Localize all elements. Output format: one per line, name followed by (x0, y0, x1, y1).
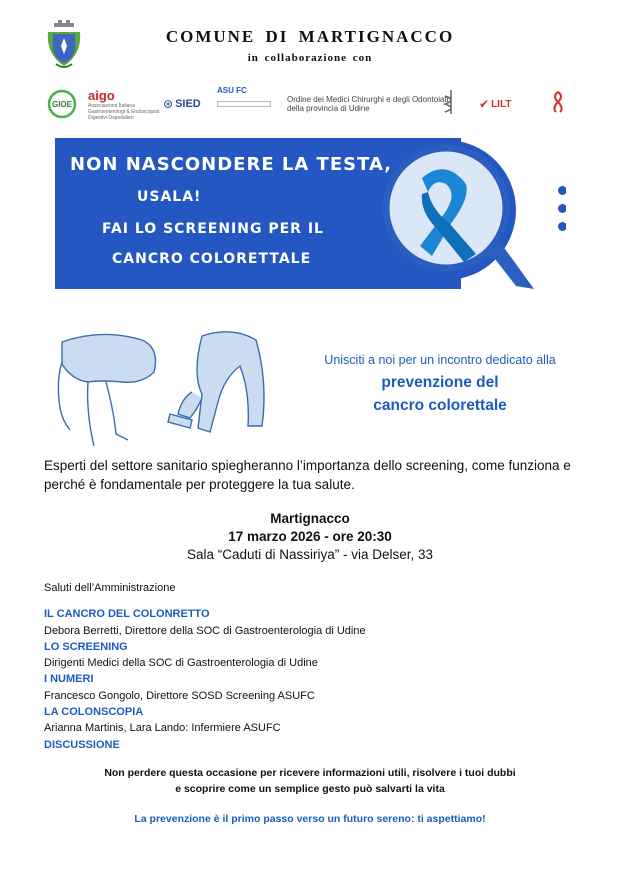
program-item-speaker: Debora Berretti, Direttore della SOC di Gastroenterologia di Udine (44, 624, 366, 637)
aigo-name: aigo (88, 87, 115, 103)
ribbon-small-icon (548, 90, 568, 114)
lilt-logo (479, 86, 511, 122)
asufc-logo (217, 86, 271, 122)
magnifier-ribbon-icon (366, 138, 566, 289)
banner-dot-1 (558, 186, 566, 195)
ordine-line-2: della provincia di Udine (287, 104, 370, 113)
sied-name: SIED (175, 98, 201, 110)
gioe-logo-icon (47, 89, 77, 119)
lilt-icon: ✔ (479, 97, 490, 111)
aigo-caption: Associazione Italiana Gastroenterologi & Endoscopisti Digestivi Ospedalieri (88, 102, 160, 121)
ordine-line-1: Ordine dei Medici Chirurghi e degli Odontoiatri (287, 95, 452, 104)
program-item-speaker: Dirigenti Medici della SOC di Gastroenterologia di Udine (44, 657, 318, 670)
closing-tagline: La prevenzione è il primo passo verso un futuro sereno: ti aspettiamo! (134, 813, 486, 825)
sied-logo (163, 86, 201, 122)
program-item-title: LO SCREENING (44, 640, 128, 653)
sied-icon: ⊛ (163, 97, 174, 111)
banner-dot-2 (558, 204, 566, 213)
banner-line-3: FAI LO SCREENING PER IL (102, 221, 324, 237)
invite-topic-line-2: cancro colorettale (373, 397, 507, 414)
program-discussion: DISCUSSIONE (44, 738, 120, 751)
ostrich-illustration-icon (42, 322, 282, 450)
closing-line-1: Non perdere questa occasione per ricevere informazioni utili, risolvere i tuoi dubbi (104, 767, 516, 779)
aigo-logo (88, 86, 170, 122)
page-subtitle: in collaborazione con (247, 52, 373, 64)
program-list (44, 580, 584, 753)
asufc-bar (217, 101, 271, 107)
event-venue: Sala “Caduti di Nassiriya” - via Delser, 33 (186, 547, 434, 562)
program-item-speaker: Arianna Martinis, Lara Lando: Infermiere ASUFC (44, 722, 281, 735)
program-welcome: Saluti dell’Amministrazione (44, 582, 176, 594)
ordine-medici-logo (287, 86, 451, 122)
banner-line-2: USALA! (137, 189, 202, 205)
intro-paragraph: Esperti del settore sanitario spiegheranno l’importanza dello screening, come funziona e perché è fondamentale per proteggere la tua salute. (44, 458, 571, 492)
event-date: 17 marzo 2026 - ore 20:30 (228, 529, 392, 544)
banner-line-4: CANCRO COLORETTALE (112, 251, 312, 267)
gioe-logo (47, 86, 77, 122)
program-item-title: I NUMERI (44, 673, 94, 686)
banner-dot-3 (558, 222, 566, 231)
asufc-name: ASU FC (217, 86, 247, 95)
program-item-speaker: Francesco Gongolo, Direttore SOSD Screening ASUFC (44, 689, 315, 702)
lilt-name: LILT (491, 98, 512, 110)
caduceus-icon (440, 88, 462, 116)
program-item-title: LA COLONSCOPIA (44, 706, 144, 719)
event-place: Martignacco (270, 511, 350, 526)
closing-line-2: e scoprire come un semplice gesto può salvarti la vita (175, 783, 445, 795)
program-item-title: IL CANCRO DEL COLONRETTO (44, 608, 210, 621)
campaign-banner (55, 138, 566, 289)
gioe-text: GIOE (51, 100, 73, 109)
invite-text: Unisciti a noi per un incontro dedicato alla (324, 353, 556, 367)
invite-topic-line-1: prevenzione del (381, 374, 499, 391)
banner-line-1: NON NASCONDERE LA TESTA, (70, 154, 393, 175)
page-title: COMUNE DI MARTIGNACCO (165, 27, 455, 46)
